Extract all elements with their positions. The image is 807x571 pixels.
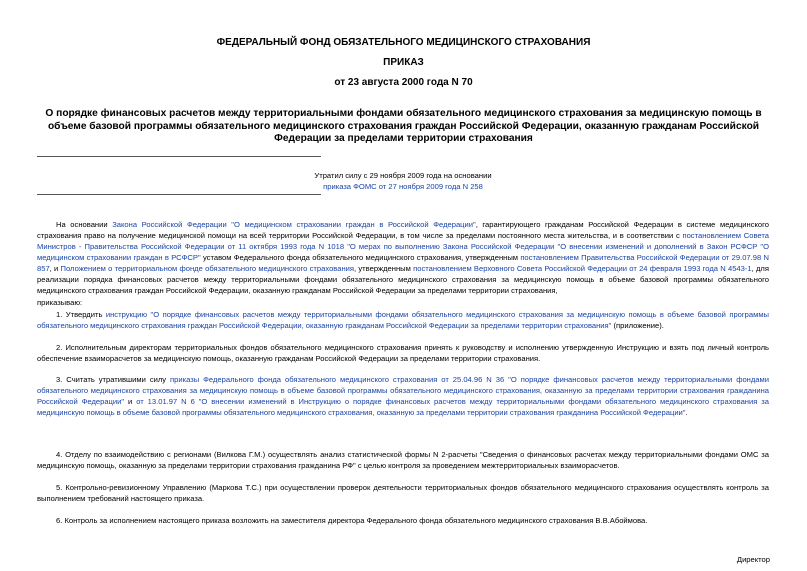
resolution-1018-link[interactable]: постановлением Совета Министров - Правительства Российской Федерации от 11 октября 1993 года N 1018 "О мерах по выполнению Закона Российской Федерации "О внесении изменений и дополнений в Закон РСФСР "О медицинском страховании граждан в РСФСР" [37, 231, 769, 262]
item-text: 1. Утвердить [56, 310, 106, 319]
order-36-link[interactable]: приказы Федерального фонда обязательного медицинского страхования от 25.04.96 N 36 "О порядке финансовых расчетов между территориальными фондами обязательного медицинского страхования за медицинскую помощь в объеме базовой программы обязательного медицинского страхования, оказанную за пределами территории страхования гражданина Российской Федерации" [37, 375, 769, 406]
preamble-text: , и [49, 264, 61, 273]
instruction-link[interactable]: инструкцию "О порядке финансовых расчетов между территориальными фондами обязательного медицинского страхования за медицинскую помощь в объеме базовой программы обязательного медицинского страхования граждан Российской Федерации, оказанную гражданам Российской Федерации за пределами территории страхования" [37, 310, 770, 330]
regulation-link[interactable]: Положением о территориальном фонде обязательного медицинского страхования [60, 264, 355, 273]
order-item-2 [37, 342, 769, 364]
order-item-6 [37, 515, 769, 526]
resolution-4543-link[interactable]: постановлением Верховного Совета Российской Федерации от 24 февраля 1993 года N 4543-1 [413, 264, 752, 273]
order-item-1 [37, 309, 769, 331]
item-text: 6. Контроль за исполнением настоящего приказа возложить на заместителя директора Федерального фонда обязательного медицинского страхования В.В.Абоймова. [56, 516, 648, 525]
order-item-5 [37, 482, 769, 504]
organization-name: ФЕДЕРАЛЬНЫЙ ФОНД ОБЯЗАТЕЛЬНОГО МЕДИЦИНСКОГО СТРАХОВАНИЯ [216, 37, 591, 48]
document-date-number: от 23 августа 2000 года N 70 [334, 77, 473, 88]
item-text: . [685, 408, 688, 417]
order-word: приказываю: [37, 298, 83, 307]
item-text: (приложение). [611, 321, 664, 330]
item-text: 4. Отделу по взаимодействию с регионами (Вилкова Г.М.) осуществлять анализ статистической формы N 2-расчеты "Сведения о финансовых расчетах между территориальными фондами ОМС за медицинскую помощь, оказанную за пределами территории страхования гражданина РФ" с целью контроля за проведением межтерриториальных взаиморасчетов. [37, 450, 769, 470]
document-title: О порядке финансовых расчетов между территориальными фондами обязательного медицинского страхования за медицинскую помощь в объеме базовой программы обязательного медицинского страхования граждан Российской Федерации, оказанную гражданам Российской Федерации за пределами территории страхования [45, 108, 762, 144]
status-note [298, 170, 508, 192]
divider-bottom [37, 194, 321, 195]
order-item-4 [37, 449, 769, 471]
signature-title: Директор [736, 555, 770, 564]
item-text: и [124, 397, 137, 406]
status-link[interactable]: приказа ФОМС от 27 ноября 2009 года N 258 [323, 182, 483, 191]
resolution-857-link[interactable]: постановлением Правительства Российской Федерации от 29.07.98 N 857 [37, 253, 769, 273]
item-text: 2. Исполнительным директорам территориальных фондов обязательного медицинского страхования принять к руководству и исполнению утвержденную Инструкцию и взять под личный контроль обеспечение взаиморасчетов за медицинскую помощь, оказанную гражданам Российской Федерации за пределами территории страхования. [37, 343, 769, 363]
preamble-text: уставом Федерального фонда обязательного медицинского страхования, утвержденным [200, 253, 521, 262]
item-text: 3. Считать утратившими силу [56, 375, 171, 384]
law-link[interactable]: Закона Российской Федерации "О медицинском страховании граждан в Российской Федерации" [112, 220, 476, 229]
preamble-text: , для реализации порядка финансовых расчетов между территориальными фондами обязательного медицинского страхования за медицинскую помощь в объеме базовой программы обязательного медицинского страхования граждан Российской Федерации, оказанную гражданам Российской Федерации за пределами территории страхования, [37, 264, 769, 295]
preamble-text: , гарантирующего гражданам Российской Федерации в системе медицинского страхования право на получение медицинской помощи на всей территории Российской Федерации, в том числе за пределами постоянного места жительства, и в соответствии с [37, 220, 769, 240]
item-text: 5. Контрольно-ревизионному Управлению (Маркова Т.С.) при осуществлении проверок деятельности территориальных фондов обязательного медицинского страхования осуществлять контроль за выполнением требований настоящего приказа. [37, 483, 769, 503]
order-item-3 [37, 374, 769, 418]
preamble-paragraph [37, 219, 769, 296]
order-6-link[interactable]: от 13.01.97 N 6 "О внесении изменений в Инструкцию о порядке финансовых расчетов между территориальными фондами обязательного медицинского страхования за медицинскую помощь в объеме базовой программы обязательного медицинского страхования, оказанную за пределами территории страхования гражданина Российской Федерации" [37, 397, 769, 417]
document-type: ПРИКАЗ [383, 57, 424, 68]
divider-top [37, 156, 321, 157]
status-text: Утратил силу с 29 ноября 2009 года на основании [314, 171, 492, 180]
preamble-text: На основании [56, 220, 113, 229]
preamble-text: , утвержденным [354, 264, 414, 273]
